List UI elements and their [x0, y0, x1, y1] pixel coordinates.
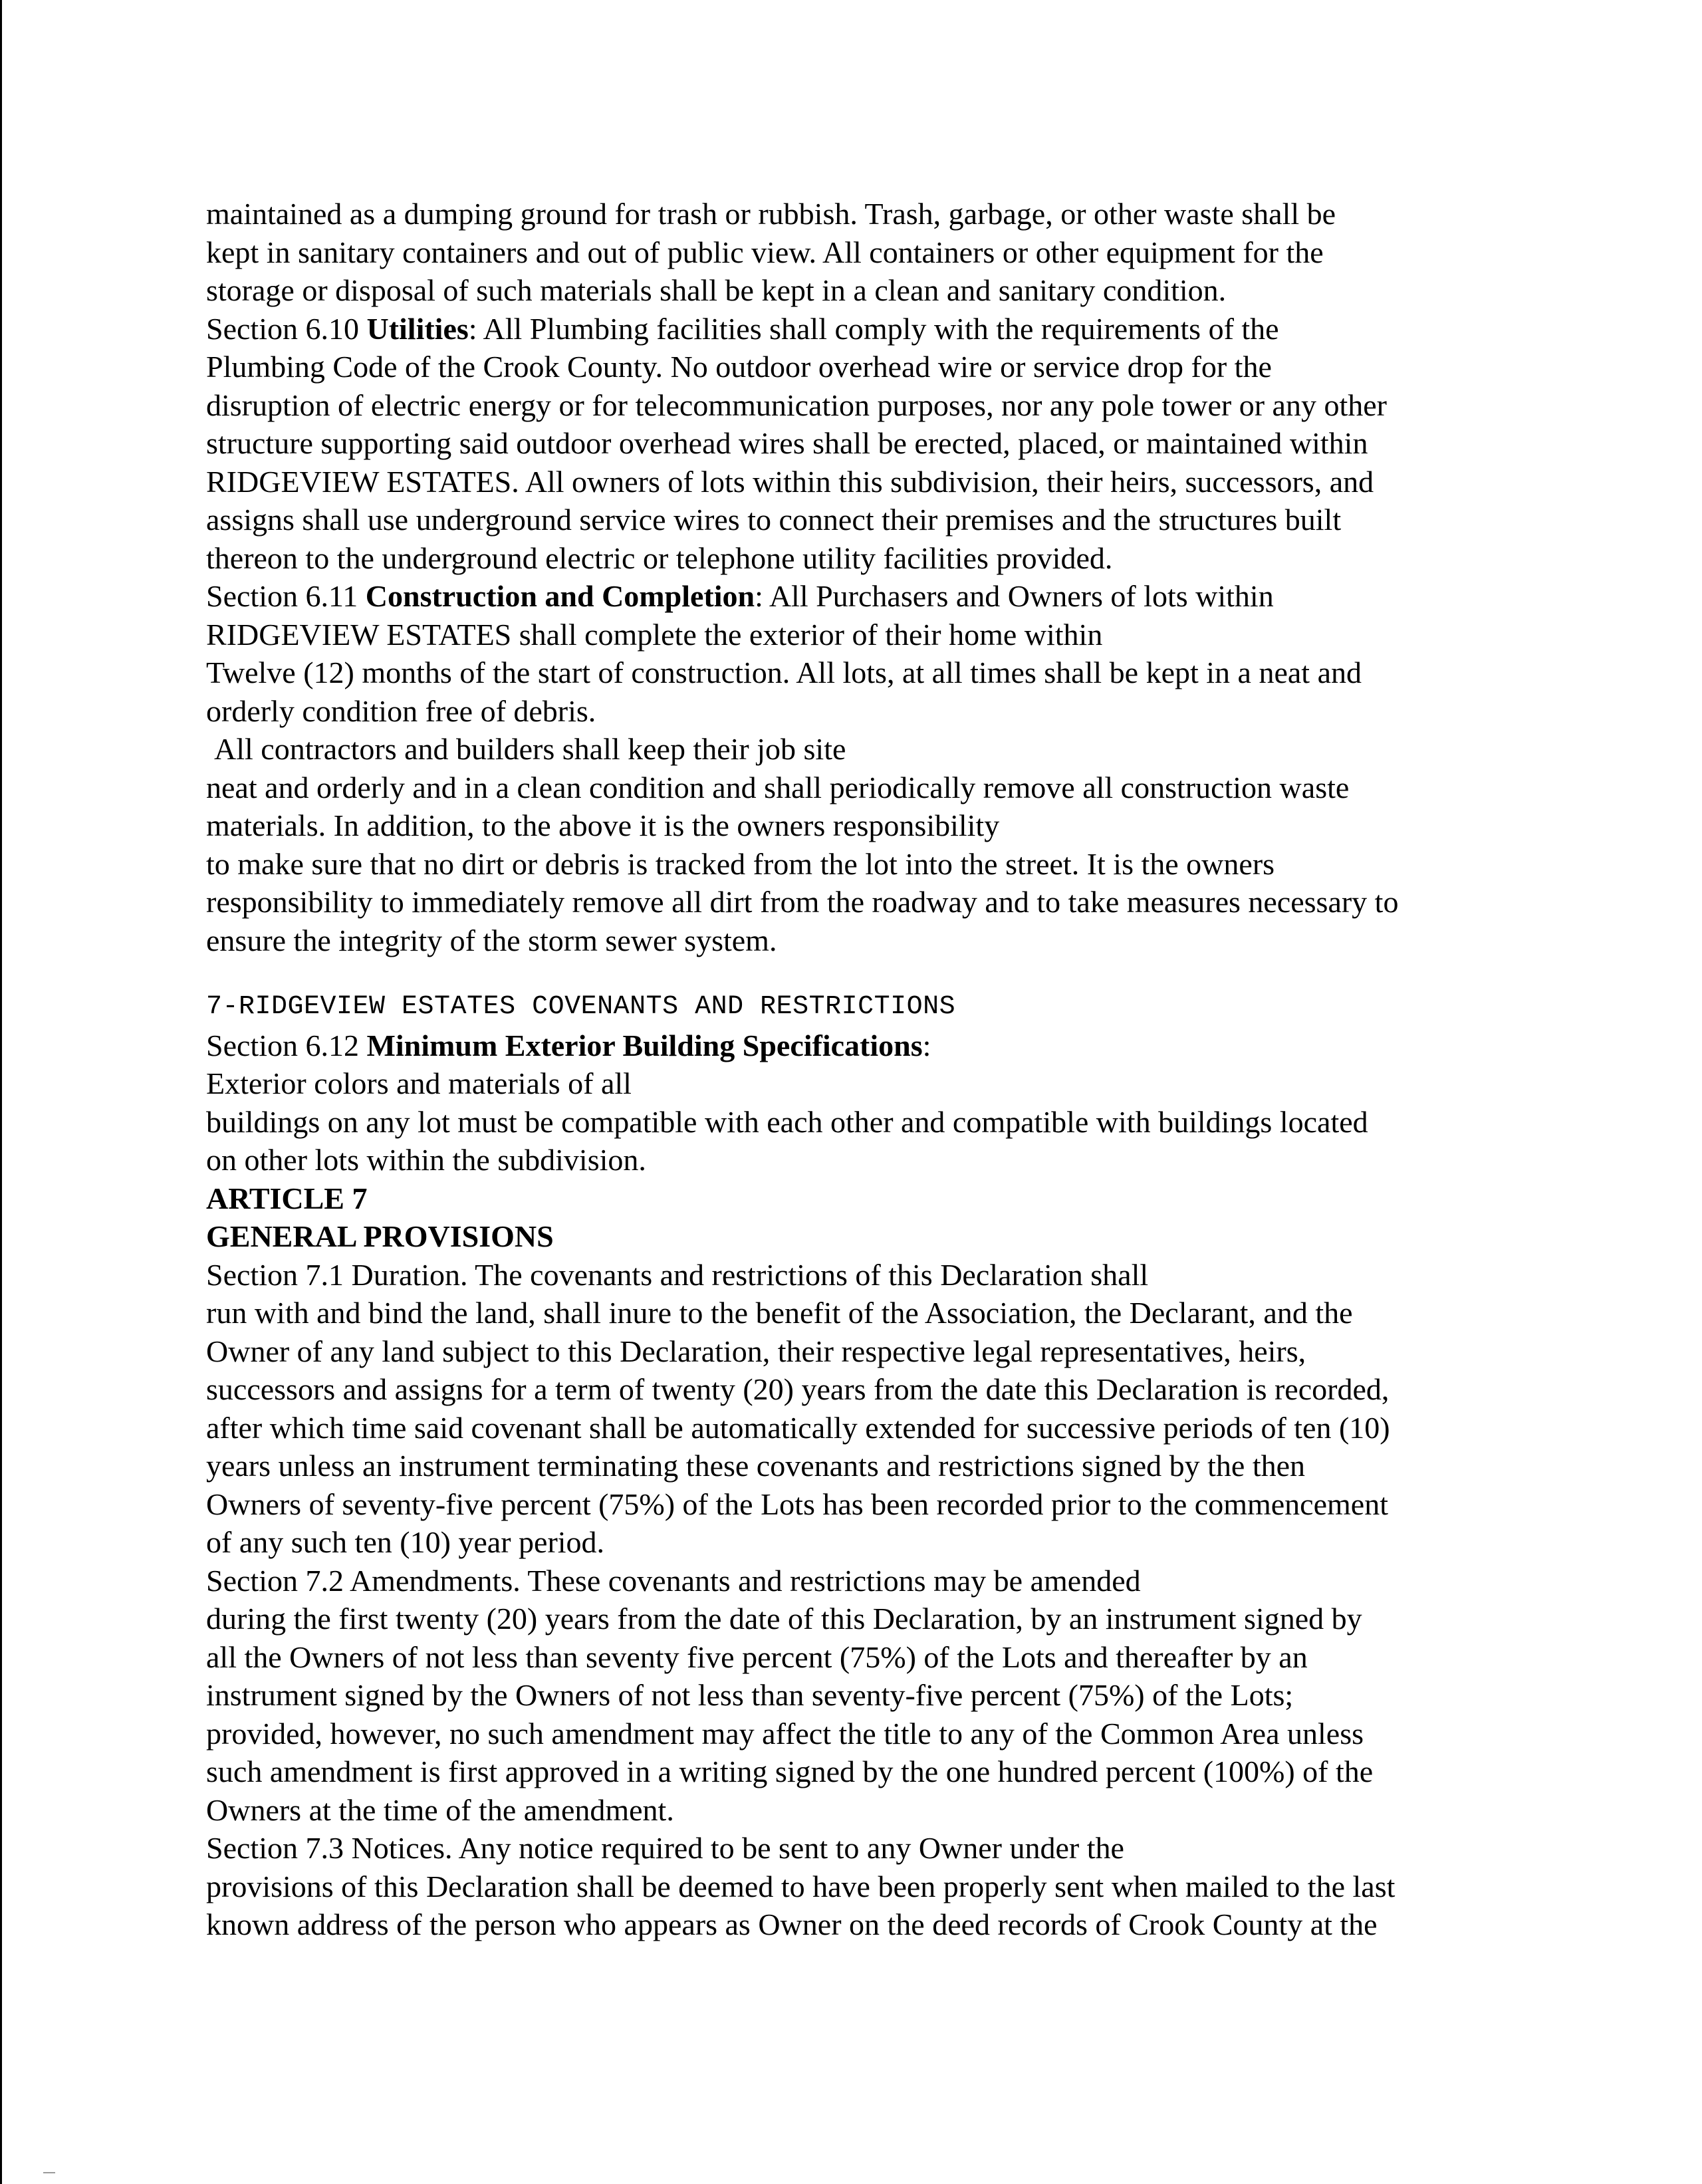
text-line: Twelve (12) months of the start of construction. All lots, at all times shall be kept in a neat and	[206, 656, 1362, 689]
text-line: all the Owners of not less than seventy five percent (75%) of the Lots and thereafter by an	[206, 1639, 1308, 1674]
section-6-11-heading-line	[206, 577, 1536, 616]
text-line: Exterior colors and materials of all	[206, 1066, 632, 1100]
text-line: orderly condition free of debris.	[206, 693, 596, 728]
section-6-10-heading-line	[206, 310, 1536, 348]
text-line: neat and orderly and in a clean condition and shall periodically remove all construction waste	[206, 770, 1350, 804]
section-text: : All Plumbing facilities shall comply with the requirements of the	[468, 311, 1279, 346]
text-line: ensure the integrity of the storm sewer system.	[206, 923, 777, 957]
text-line: Section 7.1 Duration. The covenants and restrictions of this Declaration shall	[206, 1257, 1149, 1292]
page-header: 7-RIDGEVIEW ESTATES COVENANTS AND RESTRICTIONS	[206, 992, 956, 1022]
text-line: successors and assigns for a term of twenty (20) years from the date this Declaration is recorded,	[206, 1372, 1390, 1406]
scan-mark	[43, 2172, 55, 2173]
text-line: Owners at the time of the amendment.	[206, 1792, 674, 1827]
section-6-12-heading-line	[206, 1027, 1536, 1065]
text-line: materials. In addition, to the above it is the owners responsibility	[206, 808, 1000, 842]
section-gap	[206, 959, 1536, 988]
text-line: thereon to the underground electric or telephone utility facilities provided.	[206, 541, 1113, 575]
text-line: Section 7.3 Notices. Any notice required to be sent to any Owner under the	[206, 1831, 1124, 1865]
section-title: Utilities	[366, 311, 469, 346]
text-line: years unless an instrument terminating these covenants and restrictions signed by the then	[206, 1449, 1306, 1483]
text-line: RIDGEVIEW ESTATES. All owners of lots within this subdivision, their heirs, successors, and	[206, 464, 1374, 499]
text-line: Owners of seventy-five percent (75%) of the Lots has been recorded prior to the commencement	[206, 1487, 1388, 1521]
text-line: on other lots within the subdivision.	[206, 1143, 646, 1177]
text-line: maintained as a dumping ground for trash or rubbish. Trash, garbage, or other waste shall be	[206, 197, 1336, 231]
section-text: : All Purchasers and Owners of lots within	[755, 579, 1274, 613]
text-line: of any such ten (10) year period.	[206, 1525, 605, 1559]
text-line: such amendment is first approved in a writing signed by the one hundred percent (100%) of the	[206, 1755, 1374, 1788]
text-line: provisions of this Declaration shall be deemed to have been properly sent when mailed to the last	[206, 1869, 1396, 1903]
section-number: Section 6.10	[206, 311, 367, 346]
text-line: Owner of any land subject to this Declaration, their respective legal representatives, heirs,	[206, 1334, 1306, 1368]
section-text: :	[922, 1028, 931, 1062]
section-number: Section 6.11	[206, 579, 366, 613]
text-line: kept in sanitary containers and out of public view. All containers or other equipment for the	[206, 235, 1324, 269]
article-title: GENERAL PROVISIONS	[206, 1219, 554, 1253]
text-line: disruption of electric energy or for telecommunication purposes, nor any pole tower or any other	[206, 388, 1387, 422]
text-line: RIDGEVIEW ESTATES shall complete the exterior of their home within	[206, 617, 1103, 652]
text-line: Plumbing Code of the Crook County. No outdoor overhead wire or service drop for the	[206, 350, 1272, 384]
section-title: Minimum Exterior Building Specifications	[366, 1028, 923, 1062]
document-body	[206, 195, 1536, 1944]
article-number: ARTICLE 7	[206, 1181, 368, 1215]
text-line: responsibility to immediately remove all dirt from the roadway and to take measures necessary to	[206, 885, 1399, 919]
text-line: instrument signed by the Owners of not less than seventy-five percent (75%) of the Lots;	[206, 1678, 1294, 1712]
scan-edge	[0, 0, 2, 2184]
text-line: after which time said covenant shall be automatically extended for successive periods of ten (10)	[206, 1410, 1390, 1445]
text-line: to make sure that no dirt or debris is tracked from the lot into the street. It is the owners	[206, 846, 1275, 881]
section-number: Section 6.12	[206, 1028, 367, 1062]
text-line: during the first twenty (20) years from the date of this Declaration, by an instrument signed by	[206, 1602, 1362, 1636]
text-line: buildings on any lot must be compatible with each other and compatible with buildings located	[206, 1104, 1368, 1139]
text-line: provided, however, no such amendment may affect the title to any of the Common Area unless	[206, 1716, 1364, 1751]
text-line: structure supporting said outdoor overhead wires shall be erected, placed, or maintained within	[206, 426, 1368, 460]
text-line: run with and bind the land, shall inure to the benefit of the Association, the Declarant, and the	[206, 1296, 1353, 1330]
text-line: Section 7.2 Amendments. These covenants and restrictions may be amended	[206, 1563, 1141, 1598]
text-line: known address of the person who appears as Owner on the deed records of Crook County at the	[206, 1907, 1378, 1941]
text-line: assigns shall use underground service wires to connect their premises and the structures built	[206, 503, 1342, 537]
text-line: All contractors and builders shall keep their job site	[214, 732, 846, 766]
section-title: Construction and Completion	[365, 579, 755, 613]
text-line: storage or disposal of such materials shall be kept in a clean and sanitary condition.	[206, 273, 1227, 307]
